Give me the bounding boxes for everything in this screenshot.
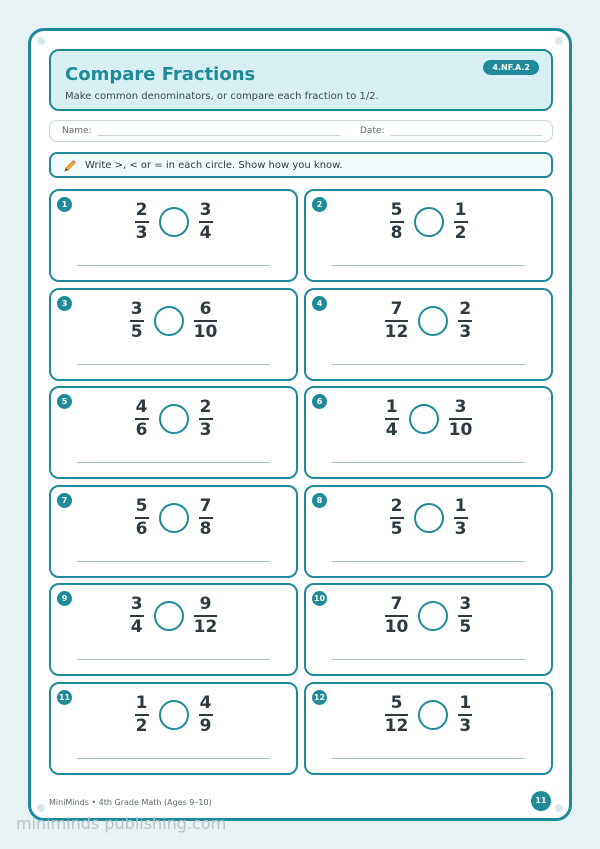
fraction-right xyxy=(458,595,472,637)
problem-number: 7 xyxy=(57,493,72,508)
numerator: 3 xyxy=(130,594,143,615)
fraction-right xyxy=(199,497,213,539)
problem-card xyxy=(49,682,298,775)
watermark-text: miniminds publishing.com xyxy=(16,814,227,833)
work-line[interactable] xyxy=(332,561,525,562)
numerator: 3 xyxy=(459,594,472,615)
comparison xyxy=(51,497,296,539)
fraction-right xyxy=(454,497,468,539)
answer-circle[interactable] xyxy=(418,306,448,336)
numerator: 5 xyxy=(390,692,403,713)
problem-card xyxy=(304,583,553,676)
fraction-left xyxy=(135,694,149,736)
work-line[interactable] xyxy=(77,364,270,365)
comparison xyxy=(51,595,296,637)
answer-circle[interactable] xyxy=(418,700,448,730)
fraction-left xyxy=(385,694,409,736)
problem-card xyxy=(304,485,553,578)
denominator: 3 xyxy=(459,715,472,736)
work-line[interactable] xyxy=(332,265,525,266)
fraction-right xyxy=(199,201,213,243)
fraction-left xyxy=(130,300,144,342)
problem-number: 4 xyxy=(312,296,327,311)
denominator: 10 xyxy=(193,321,218,342)
work-line[interactable] xyxy=(332,364,525,365)
comparison xyxy=(51,300,296,342)
fraction-right xyxy=(449,398,473,440)
denominator: 6 xyxy=(135,518,148,539)
fraction-left xyxy=(130,595,144,637)
denominator: 10 xyxy=(384,617,409,638)
problem-card xyxy=(304,189,553,282)
fraction-right xyxy=(458,300,472,342)
numerator: 2 xyxy=(459,298,472,319)
fraction-left xyxy=(390,201,404,243)
fraction-left xyxy=(135,201,149,243)
comparison xyxy=(306,201,551,243)
numerator: 5 xyxy=(135,495,148,516)
numerator: 1 xyxy=(135,692,148,713)
numerator: 9 xyxy=(199,594,212,615)
problem-card xyxy=(49,583,298,676)
numerator: 4 xyxy=(199,692,212,713)
numerator: 3 xyxy=(454,397,467,418)
numerator: 2 xyxy=(199,397,212,418)
date-field[interactable] xyxy=(390,135,542,136)
instruction-bar xyxy=(49,152,553,178)
numerator: 2 xyxy=(135,200,148,220)
corner-dot xyxy=(37,804,45,812)
fraction-right xyxy=(199,398,213,440)
numerator: 1 xyxy=(454,495,467,516)
answer-circle[interactable] xyxy=(159,404,189,434)
corner-dot xyxy=(555,37,563,45)
comparison xyxy=(306,398,551,440)
answer-circle[interactable] xyxy=(159,207,189,237)
footer-text: MiniMinds • 4th Grade Math (Ages 9–10) xyxy=(49,798,212,807)
denominator: 2 xyxy=(135,715,148,736)
numerator: 6 xyxy=(199,298,212,319)
answer-circle[interactable] xyxy=(159,700,189,730)
comparison xyxy=(306,300,551,342)
answer-circle[interactable] xyxy=(159,503,189,533)
comparison xyxy=(306,595,551,637)
numerator: 1 xyxy=(385,397,398,418)
problem-number: 10 xyxy=(312,591,327,606)
denominator: 9 xyxy=(199,715,212,736)
numerator: 7 xyxy=(390,298,403,319)
answer-circle[interactable] xyxy=(414,207,444,237)
work-line[interactable] xyxy=(77,462,270,463)
denominator: 12 xyxy=(384,321,409,342)
problem-card xyxy=(49,485,298,578)
page-number-badge: 11 xyxy=(531,791,551,811)
numerator: 3 xyxy=(199,200,212,220)
problem-number: 8 xyxy=(312,493,327,508)
numerator: 2 xyxy=(390,495,403,516)
work-line[interactable] xyxy=(332,659,525,660)
problem-number: 6 xyxy=(312,394,327,409)
problem-number: 5 xyxy=(57,394,72,409)
denominator: 8 xyxy=(199,518,212,539)
page-title: Compare Fractions xyxy=(65,64,256,85)
comparison xyxy=(306,497,551,539)
denominator: 8 xyxy=(390,223,403,243)
fraction-left xyxy=(135,398,149,440)
denominator: 12 xyxy=(193,617,218,638)
pencil-icon xyxy=(63,159,77,173)
fraction-left xyxy=(385,398,399,440)
answer-circle[interactable] xyxy=(418,601,448,631)
fraction-right xyxy=(194,595,218,637)
numerator: 7 xyxy=(390,594,403,615)
denominator: 6 xyxy=(135,420,148,441)
comparison xyxy=(306,694,551,736)
denominator: 2 xyxy=(454,223,467,243)
name-field[interactable] xyxy=(98,135,340,136)
problem-card xyxy=(304,682,553,775)
problem-number: 11 xyxy=(57,690,72,705)
problem-number: 12 xyxy=(312,690,327,705)
corner-dot xyxy=(555,804,563,812)
instruction-text: Write >, < or = in each circle. Show how you know. xyxy=(85,160,343,171)
denominator: 3 xyxy=(135,223,148,243)
denominator: 3 xyxy=(459,321,472,342)
comparison xyxy=(51,201,296,243)
standard-badge: 4.NF.A.2 xyxy=(483,60,539,75)
problem-card xyxy=(49,189,298,282)
name-label: Name: xyxy=(62,126,92,136)
denominator: 5 xyxy=(390,518,403,539)
numerator: 1 xyxy=(459,692,472,713)
denominator: 4 xyxy=(130,617,143,638)
problem-card xyxy=(49,386,298,479)
denominator: 4 xyxy=(199,223,212,243)
work-line[interactable] xyxy=(332,758,525,759)
fraction-left xyxy=(135,497,149,539)
fraction-right xyxy=(454,201,468,243)
fraction-right xyxy=(199,694,213,736)
answer-circle[interactable] xyxy=(414,503,444,533)
numerator: 4 xyxy=(135,397,148,418)
problem-grid xyxy=(49,189,553,775)
date-label: Date: xyxy=(360,126,385,136)
comparison xyxy=(51,398,296,440)
header-panel xyxy=(49,49,553,111)
denominator: 3 xyxy=(199,420,212,441)
page-subtitle: Make common denominators, or compare each fraction to 1/2. xyxy=(65,91,379,102)
comparison xyxy=(51,694,296,736)
problem-card xyxy=(304,288,553,381)
problem-number: 9 xyxy=(57,591,72,606)
fraction-left xyxy=(390,497,404,539)
problem-number: 2 xyxy=(312,197,327,212)
fraction-right xyxy=(194,300,218,342)
numerator: 1 xyxy=(454,200,467,220)
work-line[interactable] xyxy=(77,561,270,562)
answer-circle[interactable] xyxy=(409,404,439,434)
problem-number: 3 xyxy=(57,296,72,311)
name-date-row xyxy=(49,120,553,142)
denominator: 12 xyxy=(384,715,409,736)
problem-card xyxy=(304,386,553,479)
numerator: 3 xyxy=(130,298,143,319)
problem-number: 1 xyxy=(57,197,72,212)
work-line[interactable] xyxy=(77,758,270,759)
work-line[interactable] xyxy=(77,265,270,266)
denominator: 10 xyxy=(448,420,473,441)
denominator: 3 xyxy=(454,518,467,539)
worksheet-page xyxy=(28,28,572,821)
numerator: 5 xyxy=(390,200,403,220)
problem-card xyxy=(49,288,298,381)
work-line[interactable] xyxy=(332,462,525,463)
denominator: 4 xyxy=(385,420,398,441)
numerator: 7 xyxy=(199,495,212,516)
work-line[interactable] xyxy=(77,659,270,660)
fraction-right xyxy=(458,694,472,736)
answer-circle[interactable] xyxy=(154,601,184,631)
fraction-left xyxy=(385,595,409,637)
fraction-left xyxy=(385,300,409,342)
answer-circle[interactable] xyxy=(154,306,184,336)
denominator: 5 xyxy=(130,321,143,342)
denominator: 5 xyxy=(459,617,472,638)
corner-dot xyxy=(37,37,45,45)
